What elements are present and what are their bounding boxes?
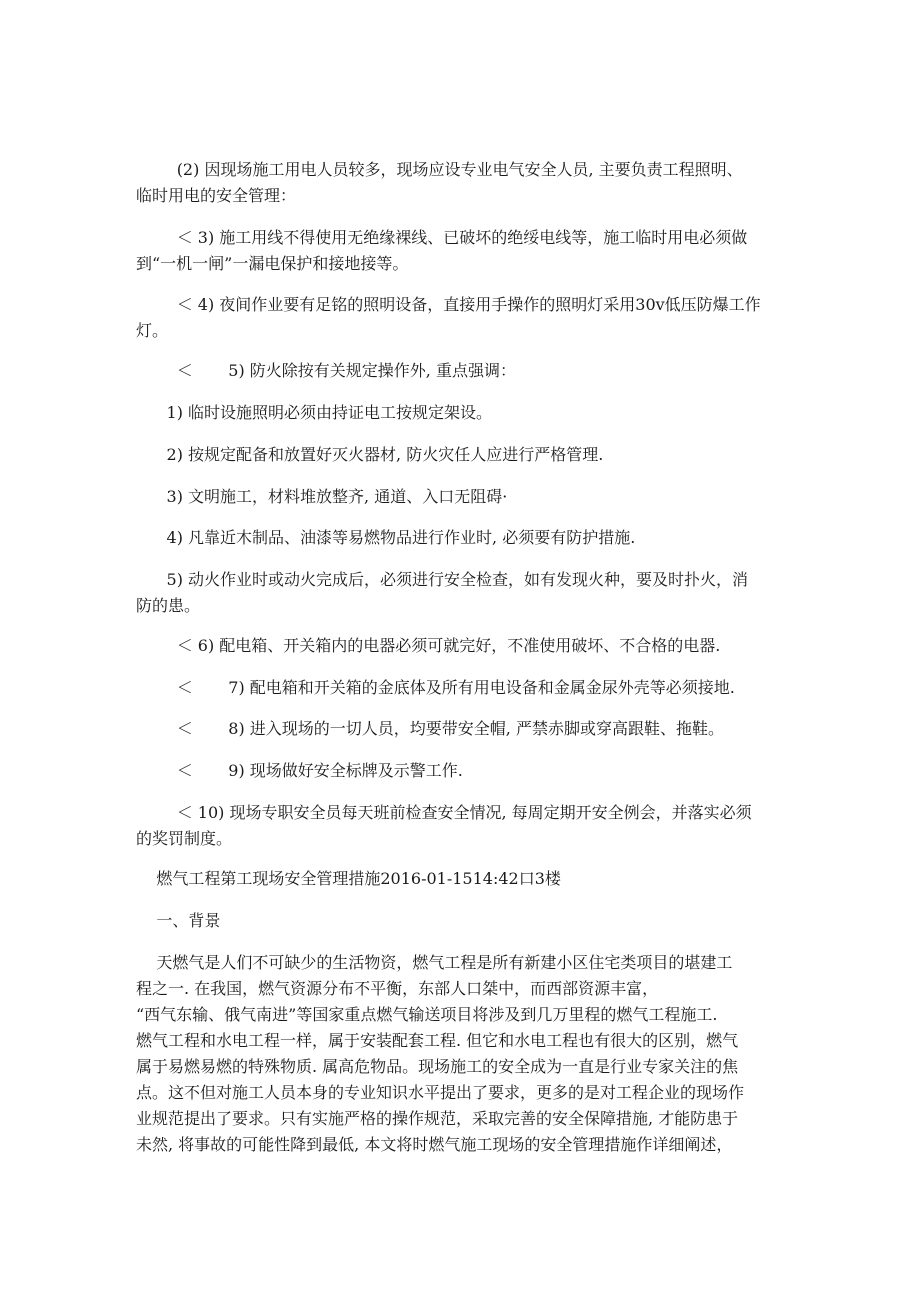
text-line: 燃气工程第工现场安全管理措施2016-01-1514:42口3楼 bbox=[136, 869, 561, 888]
text-line: ＜ 3) 施工用线不得使用无绝缘裸线、已破坏的绝绥电线等，施工临时用电必须做 bbox=[136, 228, 748, 247]
text-line: 天燃气是人们不可缺少的生活物资，燃气工程是所有新建小区住宅类项目的堪建工 bbox=[136, 953, 733, 972]
text-line: 到“一机一闸”一漏电保护和接地接等。 bbox=[136, 254, 409, 273]
text-line: 灯。 bbox=[136, 321, 169, 340]
text-line: 1) 临时设施照明必须由持证电工按规定架设。 bbox=[136, 403, 493, 422]
text-line: 程之一. 在我国，燃气资源分布不平衡，东部人口桀中，而西部资源丰富， bbox=[136, 979, 659, 998]
paragraph-9 bbox=[136, 758, 786, 784]
body-paragraph bbox=[136, 950, 786, 1158]
fire-item-1 bbox=[136, 400, 786, 426]
paragraph-2 bbox=[136, 157, 786, 209]
fire-item-2 bbox=[136, 442, 786, 468]
text-line: ＜ 4) 夜间作业要有足铭的照明设备，直接用手操作的照明灯采用30v低压防爆工作 bbox=[136, 295, 761, 314]
paragraph-5 bbox=[136, 358, 786, 384]
fire-item-3 bbox=[136, 484, 786, 510]
text-line: 5) 动火作业时或动火完成后，必须进行安全检查，如有发现火种，要及时扑火，消 bbox=[136, 570, 749, 589]
text-line: 燃气工程和水电工程一样，属于安装配套工程. 但它和水电工程也有很大的区别，燃气 bbox=[136, 1031, 739, 1050]
text-line: ＜ 7) 配电箱和开关箱的金底体及所有用电设备和金属金尿外壳等必须接地. bbox=[136, 678, 735, 697]
text-line: ＜ 10) 现场专职安全员每天班前检查安全情况, 每周定期开安全例会，并落实必须 bbox=[136, 803, 752, 822]
paragraph-10 bbox=[136, 800, 786, 852]
text-line: “西气东输、俄气南进”等国家重点燃气输送项目将涉及到几万里程的燃气工程施工. bbox=[136, 1005, 718, 1024]
text-line: 业规范提出了要求。只有实施严格的操作规范，采取完善的安全保障措施, 才能防患于 bbox=[136, 1109, 739, 1128]
text-line: 3) 文明施工，材料堆放整齐, 通道、入口无阻碍· bbox=[136, 487, 508, 506]
text-line: 4) 凡靠近木制品、油漆等易燃物品进行作业时, 必须要有防护措施. bbox=[136, 528, 636, 547]
section-heading bbox=[136, 908, 786, 934]
paragraph-3 bbox=[136, 225, 786, 277]
text-line: 点。这不但对施工人员本身的专业知识水平提出了要求，更多的是对工程企业的现场作 bbox=[136, 1083, 745, 1102]
fire-item-4 bbox=[136, 525, 786, 551]
paragraph-4 bbox=[136, 292, 786, 344]
paragraph-8 bbox=[136, 716, 786, 742]
text-line: ＜ 9) 现场做好安全标牌及示警工作. bbox=[136, 761, 463, 780]
text-line: 的奖罚制度。 bbox=[136, 829, 233, 848]
text-line: 未然, 将事故的可能性降到最低, 本文将时燃气施工现场的安全管理措施作详细阐述， bbox=[136, 1135, 733, 1154]
fire-item-5 bbox=[136, 567, 786, 619]
text-line: 2) 按规定配备和放置好灭火器材, 防火灾任人应进行严格管理. bbox=[136, 445, 604, 464]
text-line: (2) 因现场施工用电人员较多，现场应设专业电气安全人员, 主要负责工程照明、 bbox=[136, 160, 743, 179]
text-line: ＜ 8) 进入现场的一切人员，均要带安全帽, 严禁赤脚或穿高跟鞋、拖鞋。 bbox=[136, 719, 724, 738]
text-line: 防的患。 bbox=[136, 596, 201, 615]
text-line: 临时用电的安全管理： bbox=[136, 186, 297, 205]
text-line: 属于易燃易燃的特殊物质. 属高危物品。现场施工的安全成为一直是行业专家关注的焦 bbox=[136, 1057, 739, 1076]
text-line: 一、背景 bbox=[136, 911, 221, 930]
text-line: ＜ 6) 配电箱、开关箱内的电器必须可就完好，不准使用破坏、不合格的电器. bbox=[136, 636, 721, 655]
text-line: ＜ 5) 防火除按有关规定操作外, 重点强调： bbox=[136, 361, 516, 380]
paragraph-7 bbox=[136, 675, 786, 701]
paragraph-6 bbox=[136, 633, 786, 659]
section-title bbox=[136, 866, 786, 892]
